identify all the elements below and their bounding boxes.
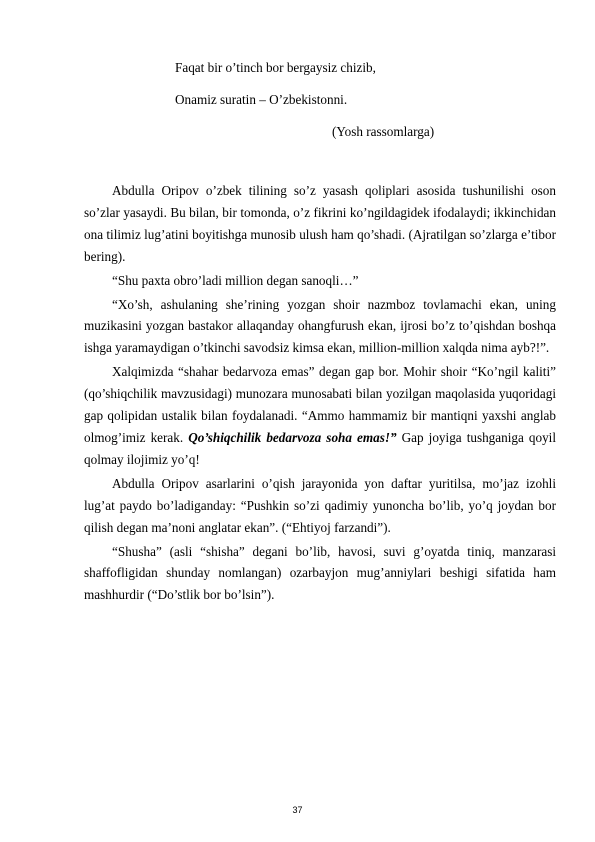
page-number: 37 [292,805,303,815]
epigraph-attribution: (Yosh rassomlarga) [332,124,435,139]
paragraph-2: “Shu paxta obro’ladi million degan sanoqli…” [112,272,359,288]
epigraph-line-2: Onamiz suratin – O’zbekistonni. [175,92,348,107]
paragraph-6: “Shusha” (asli “shisha” degani bo’lib, havosi, suvi g’oyatda tiniq, manzarasi shaffofligidan shunday nomlangan) ozarbayjon mug’anniylari beshigi sifatida ham mashhurdir (“Do’stlik bor bo’lsin”). [84,543,556,603]
paragraph-5: Abdulla Oripov asarlarini o’qish jarayonida yon daftar yuritilsa, mo’jaz izohli lug’at paydo bo’ladiganday: “Pushkin so’zi qadimiy yunoncha bo’lib, yo’q joydan bor qilish degan ma’noni anglatar ekan”. (“Ehtiyoj farzandi”). [84,475,556,535]
paragraph-4-tail: Gap joyiga tushganiga qoyil qolmay ilojimiz yo’q! [84,429,556,467]
paragraph-4-emphasis: Qo’shiqchilik bedarvoza soha emas!” [188,429,397,445]
epigraph-line-1: Faqat bir o’tinch bor bergaysiz chizib, [175,60,376,75]
paragraph-4-text: Xalqimizda “shahar bedarvoza emas” degan gap bor. Mohir shoir “Ko’ngil kaliti” (qo’shiqchilik mavzusidagi) munozara munosabati bilan yozilgan maqolasida yuqoridagi gap qolipidan ustalik bilan foydalanadi. “Ammo hammamiz bir mantiqni yaxshi anglab olmog’imiz kerak. [84,364,556,445]
paragraph-3: “Xo’sh, ashulaning she’rining yozgan shoir nazmboz tovlamachi ekan, uning muzikasini yozgan bastakor allaqanday ohangfurush ekan, ijrosi bo’z to’qishdan boshqa ishga yaramaydigan o’tkinchi savodsiz kimsa ekan, million-million xalqda nima ayb?!”. [84,296,556,356]
paragraph-4 [84,361,556,471]
body-text [84,180,556,608]
paragraph-1: Abdulla Oripov o’zbek tilining so’z yasash qoliplari asosida tushunilishi oson so’zlar yasaydi. Bu bilan, bir tomonda, o’z fikrini ko’ngildagidek ifodalaydi; ikkinchidan ona tilimiz lug’atini boyitishga munosib ulush ham qo’shadi. (Ajratilgan so’zlarga e’tibor bering). [84,183,556,264]
